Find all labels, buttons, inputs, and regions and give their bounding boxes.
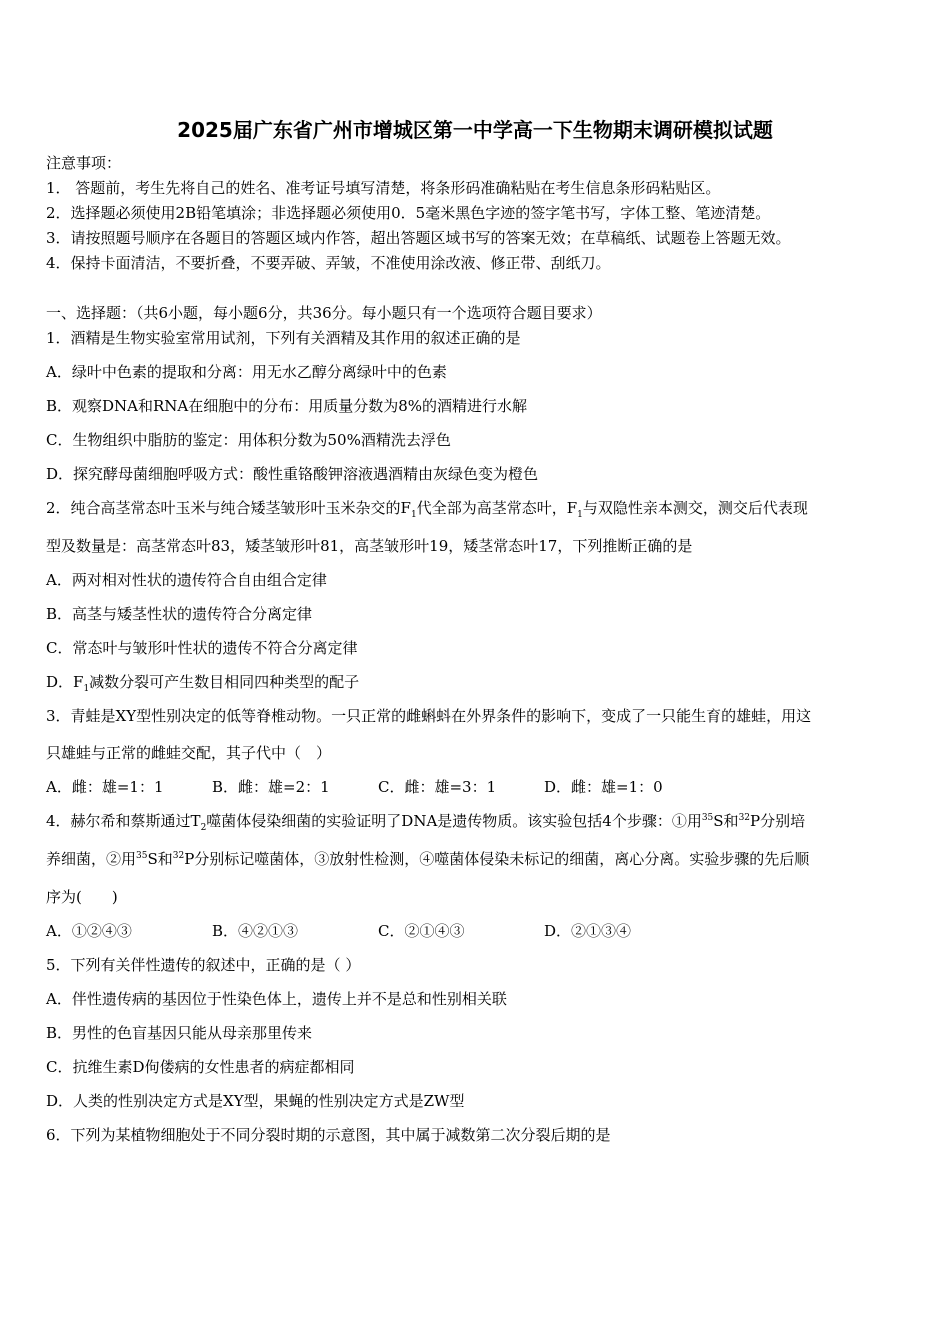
q4-stem-line3: 序为( ) — [46, 888, 118, 906]
q4-sup-35: 35 — [701, 813, 714, 823]
q5-option-a: A．伴性遗传病的基因位于性染色体上，遗传上并不是总和性别相关联 — [46, 990, 507, 1008]
q5-option-c: C．抗维生素D佝偻病的女性患者的病症都相同 — [46, 1058, 355, 1076]
q4-sup-32: 32 — [738, 813, 751, 823]
q4-stem-part-c: S和 — [713, 812, 739, 830]
q4-sub-2: 2 — [200, 823, 207, 833]
q5-option-d: D．人类的性别决定方式是XY型，果蝇的性别决定方式是ZW型 — [46, 1092, 465, 1110]
section-heading: 一、选择题：（共6小题，每小题6分，共36分。每小题只有一个选项符合题目要求） — [46, 304, 602, 322]
q3-option-a: A．雌：雄=1：1 — [46, 778, 164, 796]
q2-stem-part-a: 2．纯合高茎常态叶玉米与纯合矮茎皱形叶玉米杂交的F — [46, 499, 411, 517]
q3-options — [46, 776, 663, 797]
q4-line2-part-c: P分别标记噬菌体，③放射性检测，④噬菌体侵染未标记的细菌，离心分离。实验步骤的先后顺 — [184, 850, 810, 868]
q1-option-b: B．观察DNA和RNA在细胞中的分布：用质量分数为8%的酒精进行水解 — [46, 397, 528, 415]
q4-stem-line1 — [46, 810, 805, 833]
q2-sub-1: 1 — [410, 510, 417, 520]
q4-stem-part-d: P分别培 — [750, 812, 806, 830]
q1-stem: 1．酒精是生物实验室常用试剂，下列有关酒精及其作用的叙述正确的是 — [46, 329, 521, 347]
q1-option-d: D．探究酵母菌细胞呼吸方式：酸性重铬酸钾溶液遇酒精由灰绿色变为橙色 — [46, 465, 539, 483]
q2-stem-part-b: 代全部为高茎常态叶，F — [416, 499, 578, 517]
q3-stem: 3．青蛙是XY型性别决定的低等脊椎动物。一只正常的雌蝌蚪在外界条件的影响下，变成了一只能生育的雄蛙，用这 — [46, 707, 812, 725]
q4-option-a: A．①②④③ — [46, 922, 132, 940]
q4-line2-sup-32: 32 — [172, 851, 185, 861]
q6-stem: 6．下列为某植物细胞处于不同分裂时期的示意图，其中属于减数第二次分裂后期的是 — [46, 1126, 611, 1144]
q2-option-d — [46, 671, 359, 694]
q4-option-b: B．④②①③ — [212, 922, 299, 940]
q3-stem-line2: 只雄蛙与正常的雌蛙交配，其子代中（ ） — [46, 744, 332, 762]
q4-stem-part-a: 4．赫尔希和蔡斯通过T — [46, 812, 201, 830]
notice-item-4: 4．保持卡面清洁，不要折叠，不要弄破、弄皱，不准使用涂改液、修正带、刮纸刀。 — [46, 254, 611, 272]
page-title: 2025届广东省广州市增城区第一中学高一下生物期末调研模拟试题 — [177, 118, 773, 142]
q2-sub-2: 1 — [577, 510, 583, 520]
q4-options — [46, 920, 631, 941]
q4-line2-part-b: S和 — [147, 850, 173, 868]
q3-option-c: C．雌：雄=3：1 — [378, 778, 497, 796]
q2-option-d-part-a: D．F — [46, 673, 84, 691]
q2-option-b: B．高茎与矮茎性状的遗传符合分离定律 — [46, 605, 313, 623]
q1-option-a: A．绿叶中色素的提取和分离：用无水乙醇分离绿叶中的色素 — [46, 363, 447, 381]
q4-stem-part-b: 噬菌体侵染细菌的实验证明了DNA是遗传物质。该实验包括4个步骤：①用 — [206, 812, 702, 830]
q2-stem-line1 — [46, 497, 808, 520]
q4-option-c: C．②①④③ — [378, 922, 465, 940]
q4-stem-line2 — [46, 848, 809, 869]
notice-item-2: 2．选择题必须使用2B铅笔填涂；非选择题必须使用0．5毫米黑色字迹的签字笔书写，字体工整、笔迹清楚。 — [46, 204, 771, 222]
q1-option-c: C．生物组织中脂肪的鉴定：用体积分数为50%酒精洗去浮色 — [46, 431, 451, 449]
q3-option-d: D．雌：雄=1：0 — [544, 778, 663, 796]
q4-option-d: D．②①③④ — [544, 922, 632, 940]
q2-option-a: A．两对相对性状的遗传符合自由组合定律 — [46, 571, 327, 589]
q3-option-b: B．雌：雄=2：1 — [212, 778, 330, 796]
notice-item-3: 3．请按照题号顺序在各题目的答题区域内作答，超出答题区域书写的答案无效；在草稿纸、试题卷上答题无效。 — [46, 229, 791, 247]
notice-item-1: 1． 答题前，考生先将自己的姓名、准考证号填写清楚，将条形码准确粘贴在考生信息条形码粘贴区。 — [46, 179, 721, 197]
q2-stem-part-c: 与双隐性亲本测交，测交后代表现 — [582, 499, 808, 517]
q4-line2-part-a: 养细菌，②用 — [46, 850, 137, 868]
notice-heading: 注意事项： — [46, 154, 122, 172]
q2-stem-line2: 型及数量是：高茎常态叶83，矮茎皱形叶81，高茎皱形叶19，矮茎常态叶17，下列推断正确的是 — [46, 537, 693, 555]
q2-option-c: C．常态叶与皱形叶性状的遗传不符合分离定律 — [46, 639, 358, 657]
q5-stem: 5．下列有关伴性遗传的叙述中，正确的是（ ） — [46, 956, 361, 974]
q4-line2-sup-35: 35 — [136, 851, 148, 861]
q5-option-b: B．男性的色盲基因只能从母亲那里传来 — [46, 1024, 313, 1042]
q2-option-d-part-b: 减数分裂可产生数目相同四种类型的配子 — [89, 673, 360, 691]
q2-option-d-sub: 1 — [83, 684, 90, 694]
